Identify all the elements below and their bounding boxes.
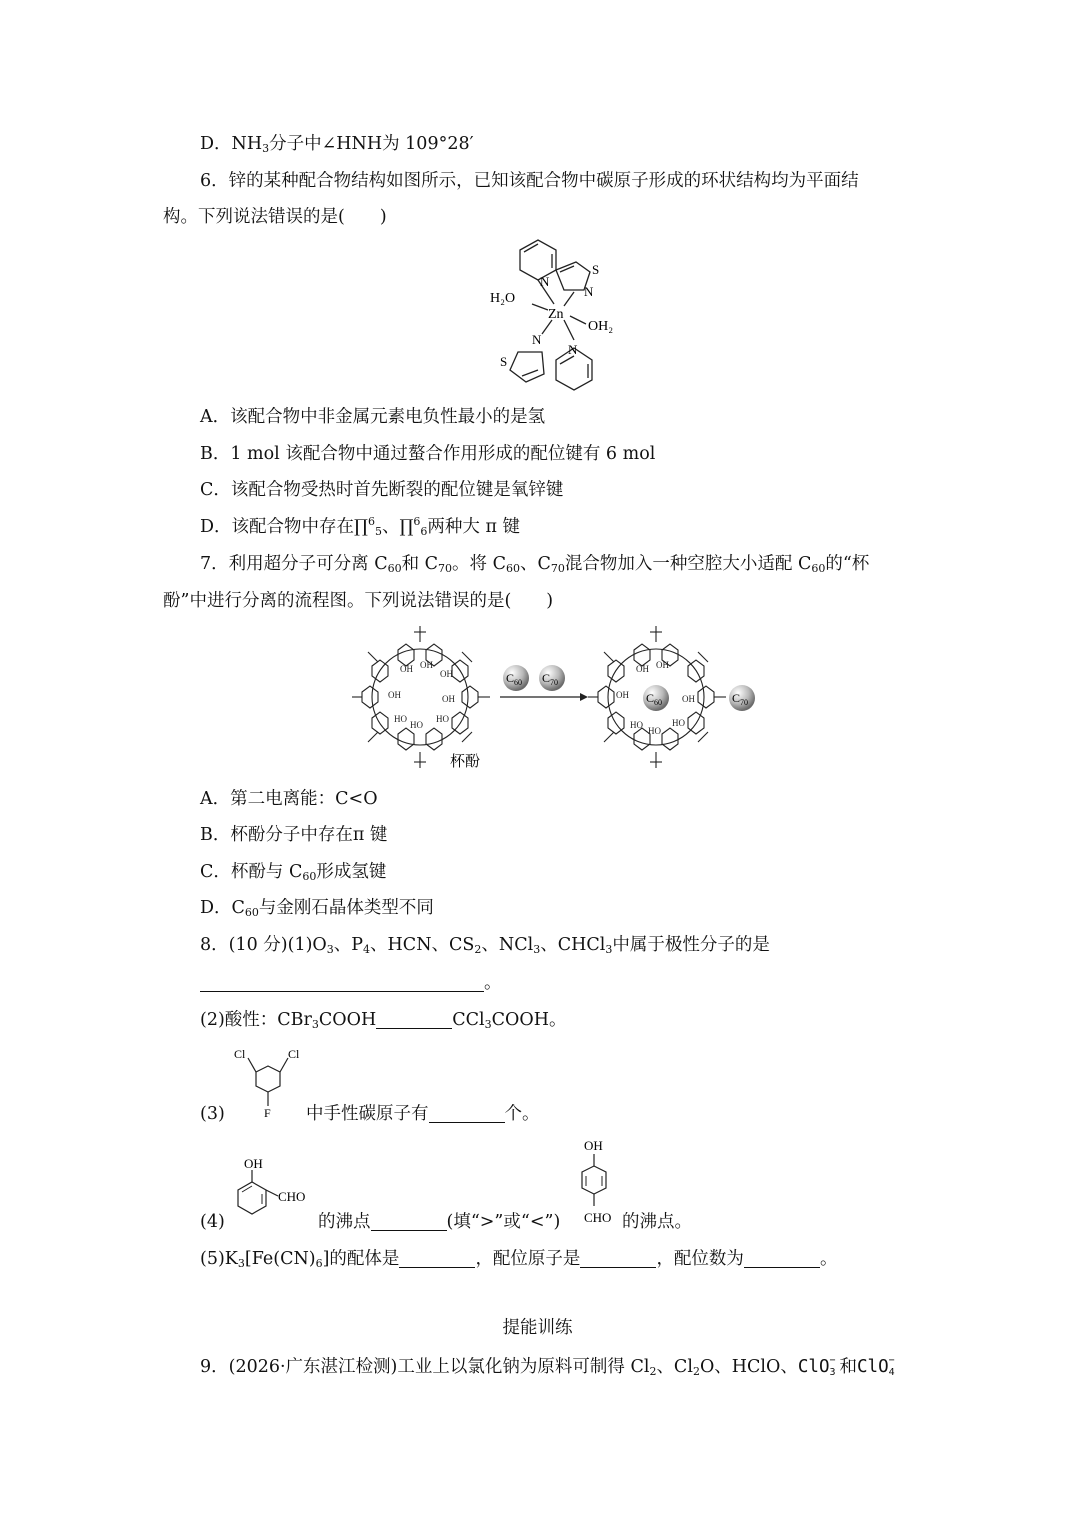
q7-option-c: C．杯酚与 $C_{60}$形成氢键 bbox=[200, 862, 387, 883]
svg-text:HO: HO bbox=[672, 718, 685, 728]
svg-text:H₂O: H₂O bbox=[490, 291, 516, 306]
q8-part4-number: (4) bbox=[200, 1212, 225, 1232]
svg-text:OH: OH bbox=[682, 694, 695, 704]
calixarene-separation-diagram bbox=[350, 622, 770, 772]
svg-text:C60: $C_{60}$ bbox=[646, 691, 663, 707]
svg-text:OH: OH bbox=[440, 669, 453, 679]
q7-stem-line1: 7．利用超分子可分离 $C_{60}$和 $C_{70}$。将 $C_{60}$、$C_{70}$混合物加入一种空腔大小适配 $C_{60}$的“杯 bbox=[200, 554, 870, 575]
svg-text:S: S bbox=[592, 262, 600, 277]
q6-option-b: B．1 mol 该配合物中通过螯合作用形成的配位键有 6 mol bbox=[200, 444, 656, 464]
svg-text:HO: HO bbox=[630, 720, 643, 730]
q7-option-d: D．$C_{60}$与金刚石晶体类型不同 bbox=[200, 898, 434, 919]
svg-text:OH: OH bbox=[442, 694, 455, 704]
q8-part3-text: 中手性碳原子有 个。 bbox=[306, 1104, 540, 1124]
q6-option-c: C．该配合物受热时首先断裂的配位键是氧锌键 bbox=[200, 480, 564, 500]
q8-part1: 8．(10 分)$(1)O_3$、$P_4$、HCN、$CS_2$、NCl$_3$、CHCl$_3$中属于极性分子的是 bbox=[200, 935, 770, 956]
4-hydroxybenzaldehyde-structure bbox=[570, 1136, 622, 1228]
q5-option-d: D．$NH_3$分子中∠HNH为 109°28′ bbox=[200, 134, 474, 155]
svg-text:HO: HO bbox=[648, 726, 661, 736]
svg-text:OH: OH bbox=[400, 664, 413, 674]
q8-part4-text: 的沸点 (填“>”或“<”) bbox=[318, 1212, 561, 1232]
answer-blank[interactable] bbox=[200, 973, 484, 992]
svg-text:OH₂: OH₂ bbox=[588, 319, 614, 334]
pi-symbol: ∏ bbox=[399, 517, 414, 537]
q7-option-b: B．杯酚分子中存在π 键 bbox=[200, 825, 388, 845]
q6-option-d: D．该配合物中存在∏$^6_5$、∏$^6_6$两种大 π 键 bbox=[200, 515, 521, 538]
svg-text:S: S bbox=[500, 354, 508, 369]
section-heading: 提能训练 bbox=[502, 1318, 573, 1338]
svg-text:F: F bbox=[264, 1106, 271, 1120]
svg-text:Cl: Cl bbox=[288, 1047, 300, 1061]
calixarene-left bbox=[352, 626, 490, 768]
svg-text:OH: OH bbox=[244, 1156, 263, 1171]
svg-text:C70: $C_{70}$ bbox=[542, 671, 559, 687]
thiazole-ring-bottom bbox=[510, 352, 544, 382]
answer-blank[interactable] bbox=[744, 1249, 820, 1268]
q8-part5: $(5)K_3[Fe(CN)_6]$的配体是 ，配位原子是 ，配位数为 。 bbox=[200, 1249, 838, 1270]
salicylaldehyde-structure bbox=[228, 1154, 323, 1230]
svg-text:OH: OH bbox=[656, 660, 669, 670]
svg-text:OH: OH bbox=[420, 660, 433, 670]
svg-text:OH: OH bbox=[616, 690, 629, 700]
dichlorofluorocyclohexane-structure bbox=[228, 1044, 308, 1120]
q9-stem: 9．(2026·广东湛江检测)工业上以氯化钠为原料可制得 $Cl_2$、$Cl_2O$、HClO、ClO − 3 和ClO − 4 bbox=[200, 1355, 895, 1378]
answer-blank[interactable] bbox=[580, 1249, 656, 1268]
svg-text:HO: HO bbox=[436, 714, 449, 724]
svg-text:C70: $C_{70}$ bbox=[732, 691, 749, 707]
q8-part4-end: 的沸点。 bbox=[622, 1212, 692, 1232]
svg-text:C60: $C_{60}$ bbox=[506, 671, 523, 687]
q6-stem-line1: 6．锌的某种配合物结构如图所示，已知该配合物中碳原子形成的环状结构均为平面结 bbox=[200, 171, 859, 191]
answer-blank[interactable] bbox=[376, 1010, 452, 1029]
answer-blank[interactable] bbox=[399, 1249, 475, 1268]
option-letter: D． bbox=[200, 134, 232, 154]
q8-part1-answer: 。 bbox=[200, 970, 502, 996]
svg-text:N: N bbox=[540, 274, 550, 289]
svg-text:CHO: CHO bbox=[278, 1189, 306, 1204]
perchlorate-ion: ClO − 4 bbox=[857, 1355, 895, 1378]
answer-blank[interactable] bbox=[429, 1104, 505, 1123]
svg-text:HO: HO bbox=[410, 720, 423, 730]
q8-part3-number: (3) bbox=[200, 1104, 225, 1124]
svg-text:Zn: Zn bbox=[548, 307, 564, 322]
svg-text:N: N bbox=[568, 342, 578, 357]
calixarene-label: 杯酚 bbox=[450, 754, 481, 770]
zinc-complex-structure bbox=[480, 236, 650, 396]
q6-stem-line2: 构。下列说法错误的是( ) bbox=[163, 207, 387, 227]
svg-text:N: N bbox=[532, 332, 542, 347]
svg-text:N: N bbox=[584, 284, 594, 299]
svg-text:OH: OH bbox=[636, 664, 649, 674]
svg-text:Cl: Cl bbox=[234, 1047, 246, 1061]
pyridine-ring-top bbox=[520, 240, 556, 280]
svg-text:HO: HO bbox=[394, 714, 407, 724]
q6-option-a: A．该配合物中非金属元素电负性最小的是氢 bbox=[200, 407, 546, 427]
q8-part2: (2)酸性：CBr$_3$COOH CCl$_3$COOH。 bbox=[200, 1010, 567, 1031]
svg-text:OH: OH bbox=[388, 690, 401, 700]
svg-text:OH: OH bbox=[584, 1138, 603, 1153]
q7-option-a: A．第二电离能：C<O bbox=[200, 789, 378, 809]
pi-symbol: ∏ bbox=[354, 517, 368, 537]
q7-stem-line2: 酚”中进行分离的流程图。下列说法错误的是( ) bbox=[163, 591, 554, 611]
svg-text:CHO: CHO bbox=[584, 1210, 612, 1225]
answer-blank[interactable] bbox=[371, 1212, 447, 1231]
chlorate-ion: ClO − 3 bbox=[797, 1355, 836, 1378]
